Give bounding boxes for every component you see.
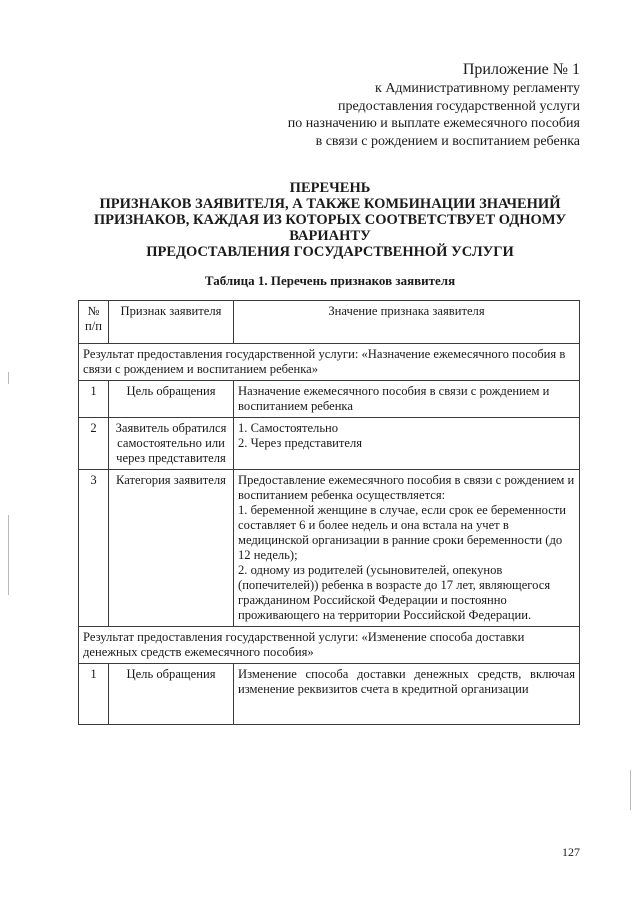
row-sign: Цель обращения <box>109 664 234 725</box>
appendix-line-1: Приложение № 1 <box>462 61 580 78</box>
row-sign: Заявитель обратился самостоятельно или через представителя <box>109 418 234 470</box>
document-title <box>85 180 575 260</box>
row-sign: Цель обращения <box>109 381 234 418</box>
row-num: 2 <box>79 418 109 470</box>
section-2-title-row <box>79 627 580 664</box>
row-num: 1 <box>79 664 109 725</box>
header-value: Значение признака заявителя <box>234 301 580 344</box>
appendix-line-4: по назначению и выплате ежемесячного пособия <box>287 116 580 131</box>
section-1-title-row <box>79 344 580 381</box>
scan-artifact <box>8 372 9 384</box>
appendix-line-5: в связи с рождением и воспитанием ребенка <box>315 133 580 149</box>
applicant-signs-table <box>78 300 580 725</box>
row-value: Предоставление ежемесячного пособия в связи с рождением и воспитанием ребенка осуществляется: 1. беременной женщине в случае, если срок ее беременности составляет 6 и более недель и она встала на учет в медицинской организации в ранние сроки беременности (до 12 недель); 2. одному из родителей (усыновителей, опекунов (попечителей)) ребенка в возрасте до 17 лет, являющегося гражданином Российской Федерации и постоянно проживающего на территории Российской Федерации. <box>234 470 580 627</box>
row-num: 1 <box>79 381 109 418</box>
title-line-5: ПРЕДОСТАВЛЕНИЯ ГОСУДАРСТВЕННОЙ УСЛУГИ <box>146 244 514 260</box>
section-2-title: Результат предоставления государственной услуги: «Изменение способа доставки денежных средств ежемесячного пособия» <box>79 627 580 664</box>
page-number: 127 <box>562 845 580 859</box>
title-line-2: ПРИЗНАКОВ ЗАЯВИТЕЛЯ, А ТАКЖЕ КОМБИНАЦИИ ЗНАЧЕНИЙ <box>99 196 561 212</box>
appendix-line-2: к Административному регламенту <box>375 81 580 96</box>
table-header-row <box>79 301 580 344</box>
header-num: № п/п <box>79 301 109 344</box>
row-value: Назначение ежемесячного пособия в связи с рождением и воспитанием ребенка <box>234 381 580 418</box>
row-value: 1. Самостоятельно 2. Через представителя <box>234 418 580 470</box>
title-line-1: ПЕРЕЧЕНЬ <box>289 180 371 196</box>
scan-artifact <box>630 770 631 810</box>
table-row <box>79 470 580 627</box>
table-row <box>79 418 580 470</box>
row-value: Изменение способа доставки денежных средств, включая изменение реквизитов счета в кредитной организации <box>234 664 580 725</box>
appendix-block <box>250 60 580 150</box>
header-sign: Признак заявителя <box>109 301 234 344</box>
table-row <box>79 664 580 725</box>
section-1-title: Результат предоставления государственной услуги: «Назначение ежемесячного пособия в связи с рождением и воспитанием ребенка» <box>79 344 580 381</box>
scan-artifact <box>8 515 9 595</box>
appendix-line-3: предоставления государственной услуги <box>338 98 580 114</box>
table-caption: Таблица 1. Перечень признаков заявителя <box>204 273 456 288</box>
row-num: 3 <box>79 470 109 627</box>
table-row <box>79 381 580 418</box>
row-sign: Категория заявителя <box>109 470 234 627</box>
title-line-3: ПРИЗНАКОВ, КАЖДАЯ ИЗ КОТОРЫХ СООТВЕТСТВУЕТ ОДНОМУ <box>93 212 567 228</box>
title-line-4: ВАРИАНТУ <box>289 228 371 244</box>
